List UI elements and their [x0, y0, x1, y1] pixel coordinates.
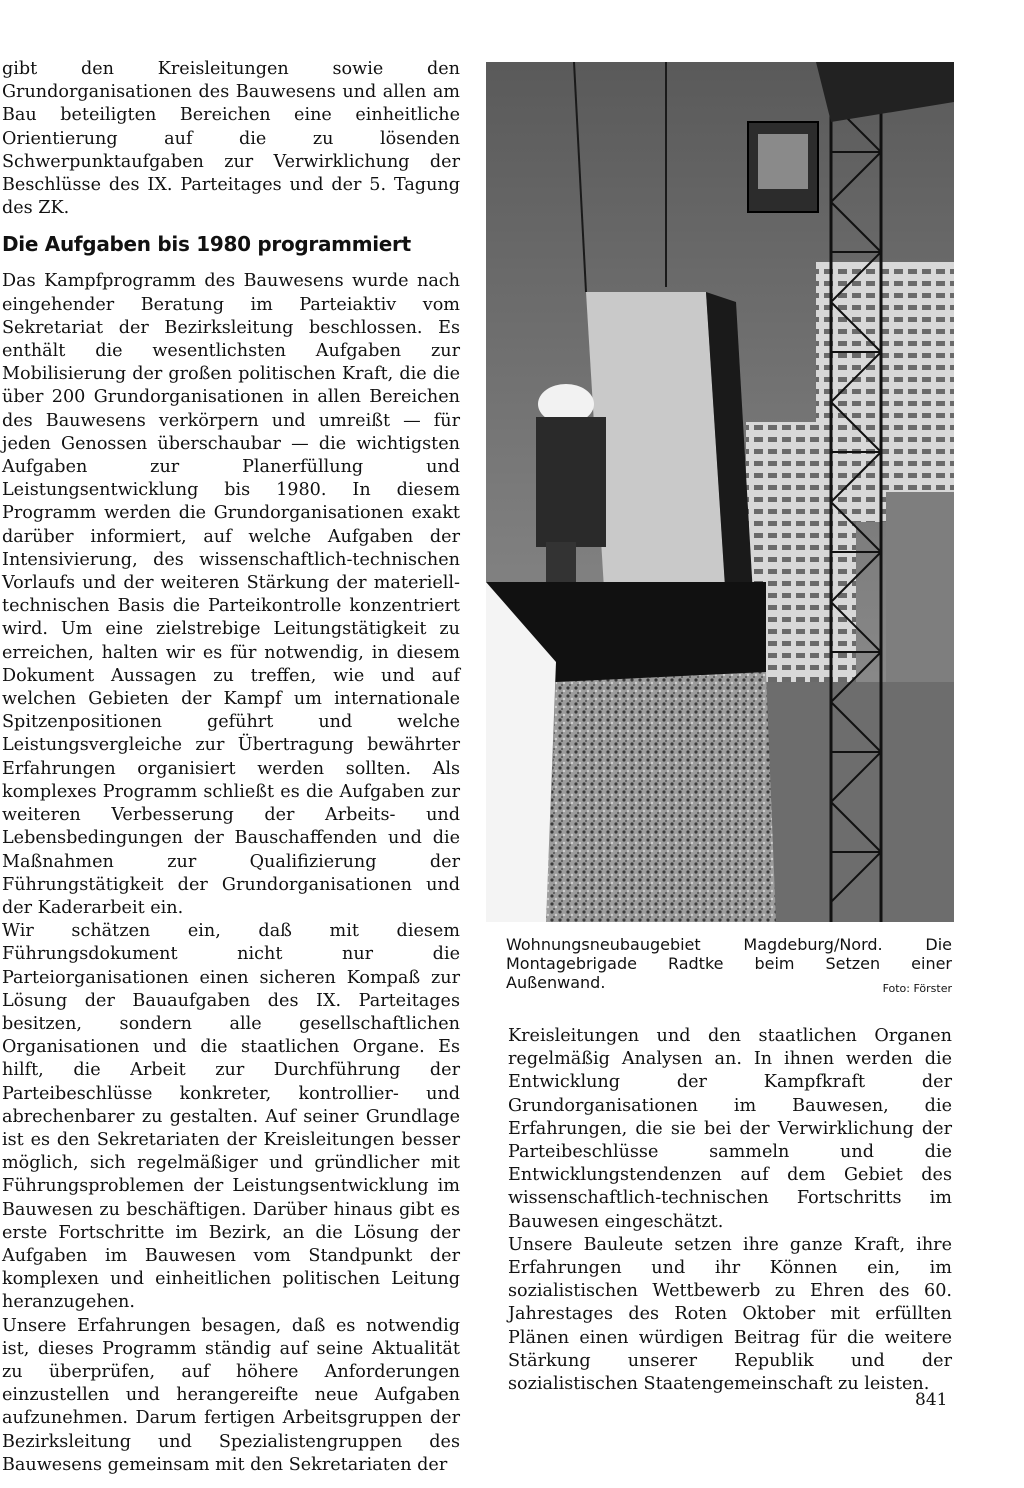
left-text-column: [2, 58, 460, 1477]
right-text-column: [508, 1025, 952, 1396]
intro-paragraph: gibt den Kreisleitungen sowie den Grundorganisationen des Bauwesens und allen am Bau beteiligten Bereichen eine einheitliche Orientierung auf die zu lösenden Schwerpunktaufgaben zur Verwirklichung der Beschlüsse des IX. Parteitages und der 5. Tagung des ZK.: [2, 59, 460, 219]
photo-caption: Wohnungsneubaugebiet Magdeburg/Nord. Die Montagebrigade Radtke beim Setzen einer Außenwand.: [506, 935, 952, 992]
body-paragraph-1: Das Kampfprogramm des Bauwesens wurde nach eingehender Beratung im Parteiaktiv vom Sekretariat der Bezirksleitung beschlossen. Es enthält die wesentlichsten Aufgaben zur Mobilisierung der großen politischen Kraft, die die über 200 Grundorganisationen in allen Bereichen des Bauwesens verkörpern und umreißt — für jeden Genossen überschaubar — die wichtigsten Aufgaben zur Planerfüllung und Leistungsentwicklung bis 1980. In diesem Programm werden die Grundorganisationen exakt darüber informiert, auf welche Aufgaben der Intensivierung, des wissenschaftlich-technischen Vorlaufs und der weiteren Stärkung der materiell-technischen Basis die Parteikontrolle konzentriert wird. Um eine zielstrebige Leitungstätigkeit zu erreichen, halten wir es für notwendig, in diesem Dokument Aussagen zu treffen, wie und auf welchen Gebieten der Kampf um internationale Spitzenpositionen geführt und welche Leistungsvergleiche zur Übertragung bewährter Erfahrungen organisiert werden sollten. Als komplexes Programm schließt es die Aufgaben zur weiteren Verbesserung der Arbeits- und Lebensbedingungen der Bauschaffenden und die Maßnahmen zur Qualifizierung der Führungstätigkeit der Grundorganisationen und der Kaderarbeit ein.: [2, 271, 460, 918]
construction-photo: [486, 62, 954, 922]
body-paragraph-2: Wir schätzen ein, daß mit diesem Führungsdokument nicht nur die Parteiorganisationen einen sicheren Kompaß zur Lösung der Bauaufgaben des IX. Parteitages besitzen, sondern alle gesellschaftlichen Organisationen und die staatlichen Organe. Es hilft, die Arbeit zur Durchführung der Parteibeschlüsse konkreter, kontrollier- und abrechenbarer zu gestalten. Auf seiner Grundlage ist es den Sekretariaten der Kreisleitungen besser möglich, sich regelmäßiger und gründlicher mit Führungsproblemen der Leistungsentwicklung im Bauwesen zu beschäftigen. Darüber hinaus gibt es erste Fortschritte im Bezirk, an die Lösung der Aufgaben im Bauwesen vom Standpunkt der komplexen und einheitlichen politischen Leitung heranzugehen.: [2, 921, 460, 1313]
photo-illustration: [486, 62, 954, 922]
right-paragraph-1: Kreisleitungen und den staatlichen Organen regelmäßig Analysen an. In ihnen werden die Entwicklung der Kampfkraft der Grundorganisationen im Bauwesen, die Erfahrungen, die sie bei der Verwirklichung der Parteibeschlüsse sammeln und die Entwicklungstendenzen auf dem Gebiet des wissenschaftlich-technischen Fortschritts im Bauwesen eingeschätzt.: [508, 1026, 952, 1232]
page-number: 841: [915, 1390, 948, 1410]
photo-credit: Foto: Förster: [882, 982, 952, 995]
section-heading: Die Aufgaben bis 1980 programmiert: [2, 232, 411, 257]
right-paragraph-2: Unsere Bauleute setzen ihre ganze Kraft, ihre Erfahrungen und ihr Können ein, im sozialistischen Wettbewerb zu Ehren des 60. Jahrestages des Roten Oktober mit erfüllten Plänen einen würdigen Beitrag für die weitere Stärkung unserer Republik und der sozialistischen Staatengemeinschaft zu leisten.: [508, 1234, 952, 1395]
body-paragraph-3: Unsere Erfahrungen besagen, daß es notwendig ist, dieses Programm ständig auf seine Aktualität zu überprüfen, auf höhere Anforderungen einzustellen und herangereifte neue Aufgaben aufzunehmen. Darum fertigen Arbeitsgruppen der Bezirksleitung und Spezialistengruppen des Bauwesens gemeinsam mit den Sekretariaten der: [2, 1315, 460, 1475]
